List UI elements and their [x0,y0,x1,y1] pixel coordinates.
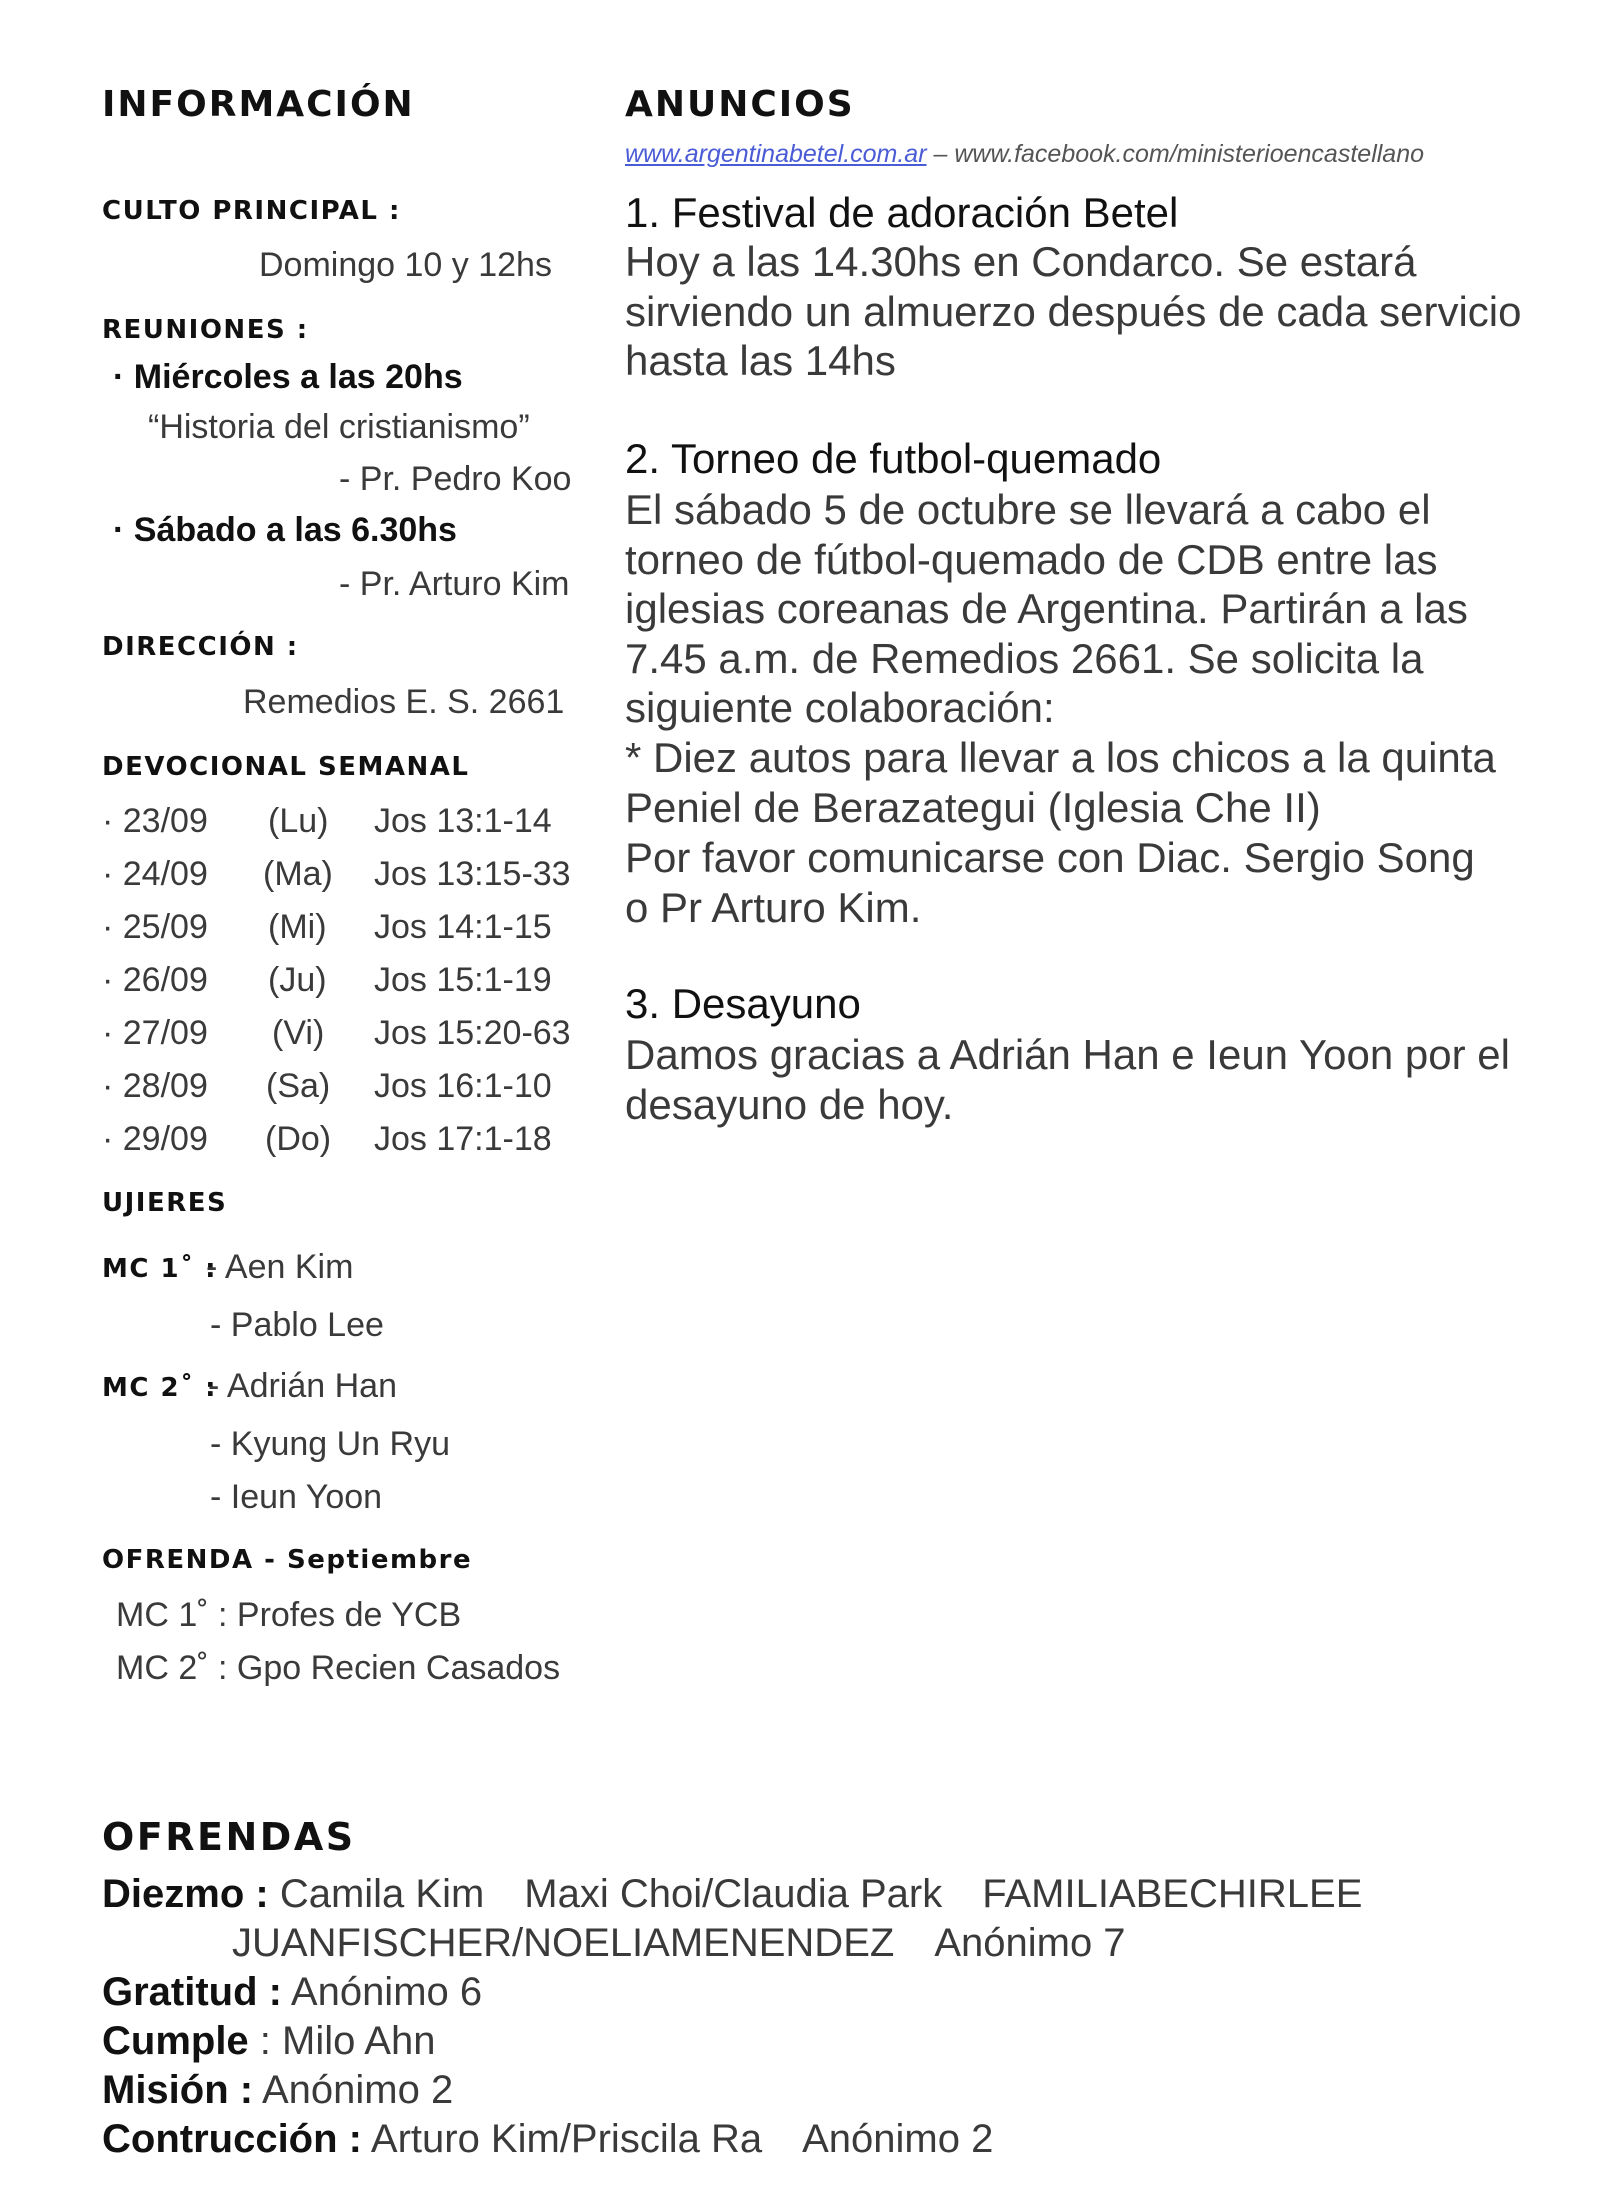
gratitud-value: Anónimo 6 [290,1970,483,2014]
gratitud-row [102,1970,482,2015]
devocional-day: (Mi) [268,908,327,946]
reunion-1-title: · Miércoles a las 20hs [113,358,463,396]
ujier-name: - Ieun Yoon [210,1478,383,1516]
devocional-date: · 27/09 [102,1014,208,1052]
anuncio-3-title: 3. Desayuno [625,980,861,1027]
anuncio-2-title: 2. Torneo de futbol-quemado [625,435,1162,482]
diezmo-name: Camila Kim [279,1872,485,1916]
ujieres-label: UJIERES [102,1188,228,1218]
contruccion-row [102,2117,993,2162]
direccion-value: Remedios E. S. 2661 [243,683,565,721]
reunion-2-speaker: - Pr. Arturo Kim [339,565,570,603]
anuncio-3-body: Damos gracias a Adrián Han e Ieun Yoon por el desayuno de hoy. [625,1031,1510,1128]
devocional-day: (Vi) [272,1014,325,1052]
devocional-date: · 29/09 [102,1120,208,1158]
diezmo-name: Maxi Choi/Claudia Park [524,1872,943,1916]
gratitud-label: Gratitud : [102,1970,282,2014]
anuncios-title: ANUNCIOS [625,84,855,125]
devocional-day: (Ju) [268,961,327,999]
anuncio-1-title: 1. Festival de adoración Betel [625,189,1179,236]
devocional-ref: Jos 15:20-63 [374,1014,571,1052]
diezmo-label: Diezmo : [102,1872,269,1916]
devocional-date: · 25/09 [102,908,208,946]
devocional-date: · 28/09 [102,1067,208,1105]
cumple-value: Milo Ahn [282,2019,436,2063]
reunion-1-speaker: - Pr. Pedro Koo [339,460,572,498]
ofrenda-line: MC 1˚ : Profes de YCB [116,1596,462,1634]
devocional-day: (Sa) [266,1067,331,1105]
link-separator: – [926,140,955,168]
anuncio-2-body-contact: Por favor comunicarse con Diac. Sergio Song o Pr Arturo Kim. [625,834,1475,931]
mision-value: Anónimo 2 [262,2068,454,2112]
cumple-label: Cumple [102,2019,249,2063]
devocional-date: · 23/09 [102,802,208,840]
facebook-link[interactable]: www.facebook.com/ministerioencastellano [954,140,1425,168]
ujieres-mc2-label: MC 2˚ : [102,1373,218,1403]
anuncios-links [625,140,1424,169]
devocional-ref: Jos 13:15-33 [374,855,571,893]
cumple-separator: : [248,2019,283,2063]
reunion-1-subtitle: “Historia del cristianismo” [148,408,530,446]
info-title: INFORMACIÓN [102,84,415,125]
devocional-ref: Jos 16:1-10 [374,1067,552,1105]
cumple-row [102,2019,435,2064]
ujier-name: - Kyung Un Ryu [210,1425,450,1463]
diezmo-row [102,1872,1362,1917]
diezmo-name: FAMILIABECHIRLEE [982,1872,1363,1916]
culto-label: CULTO PRINCIPAL : [102,196,401,226]
devocional-date: · 26/09 [102,961,208,999]
reunion-2-title: · Sábado a las 6.30hs [113,511,457,549]
devocional-day: (Do) [265,1120,332,1158]
devocional-day: (Ma) [263,855,333,893]
diezmo-name: Anónimo 7 [934,1921,1126,1965]
anuncio-2-body: El sábado 5 de octubre se llevará a cabo el torneo de fútbol-quemado de CDB entre las iglesias coreanas de Argentina. Partirán a las 7.45 a.m. de Remedios 2661. Se solicita la siguiente colaboración: [625,486,1468,731]
devocional-ref: Jos 14:1-15 [374,908,552,946]
devocional-day: (Lu) [268,802,329,840]
diezmo-row-2 [232,1921,1126,1966]
direccion-label: DIRECCIÓN : [102,632,299,662]
website-link[interactable]: www.argentinabetel.com.ar [625,140,927,168]
ofrenda-line: MC 2˚ : Gpo Recien Casados [116,1649,561,1687]
diezmo-name: JUANFISCHER/NOELIAMENENDEZ [232,1921,895,1965]
contruccion-name: Anónimo 2 [802,2117,994,2161]
ujieres-mc1-label: MC 1˚ : [102,1254,218,1284]
devocional-ref: Jos 13:1-14 [374,802,552,840]
devocional-date: · 24/09 [102,855,208,893]
ofrendas-title: OFRENDAS [102,1815,356,1859]
anuncio-2-body-note: * Diez autos para llevar a los chicos a la quinta Peniel de Berazategui (Iglesia Che II) [625,734,1496,831]
ofrenda-label: OFRENDA - Septiembre [102,1545,473,1575]
reuniones-label: REUNIONES : [102,315,309,345]
devocional-label: DEVOCIONAL SEMANAL [102,752,470,782]
culto-value: Domingo 10 y 12hs [259,246,552,284]
ujier-name: - Aen Kim [206,1248,354,1286]
contruccion-label: Contrucción : [102,2117,362,2161]
mision-row [102,2068,453,2113]
devocional-ref: Jos 15:1-19 [374,961,552,999]
ujier-name: - Pablo Lee [210,1306,384,1344]
anuncio-1-body: Hoy a las 14.30hs en Condarco. Se estará sirviendo un almuerzo después de cada servicio hasta las 14hs [625,238,1522,384]
devocional-ref: Jos 17:1-18 [374,1120,552,1158]
mision-label: Misión : [102,2068,254,2112]
ujier-name: - Adrián Han [208,1367,397,1405]
contruccion-name: Arturo Kim/Priscila Ra [370,2117,763,2161]
